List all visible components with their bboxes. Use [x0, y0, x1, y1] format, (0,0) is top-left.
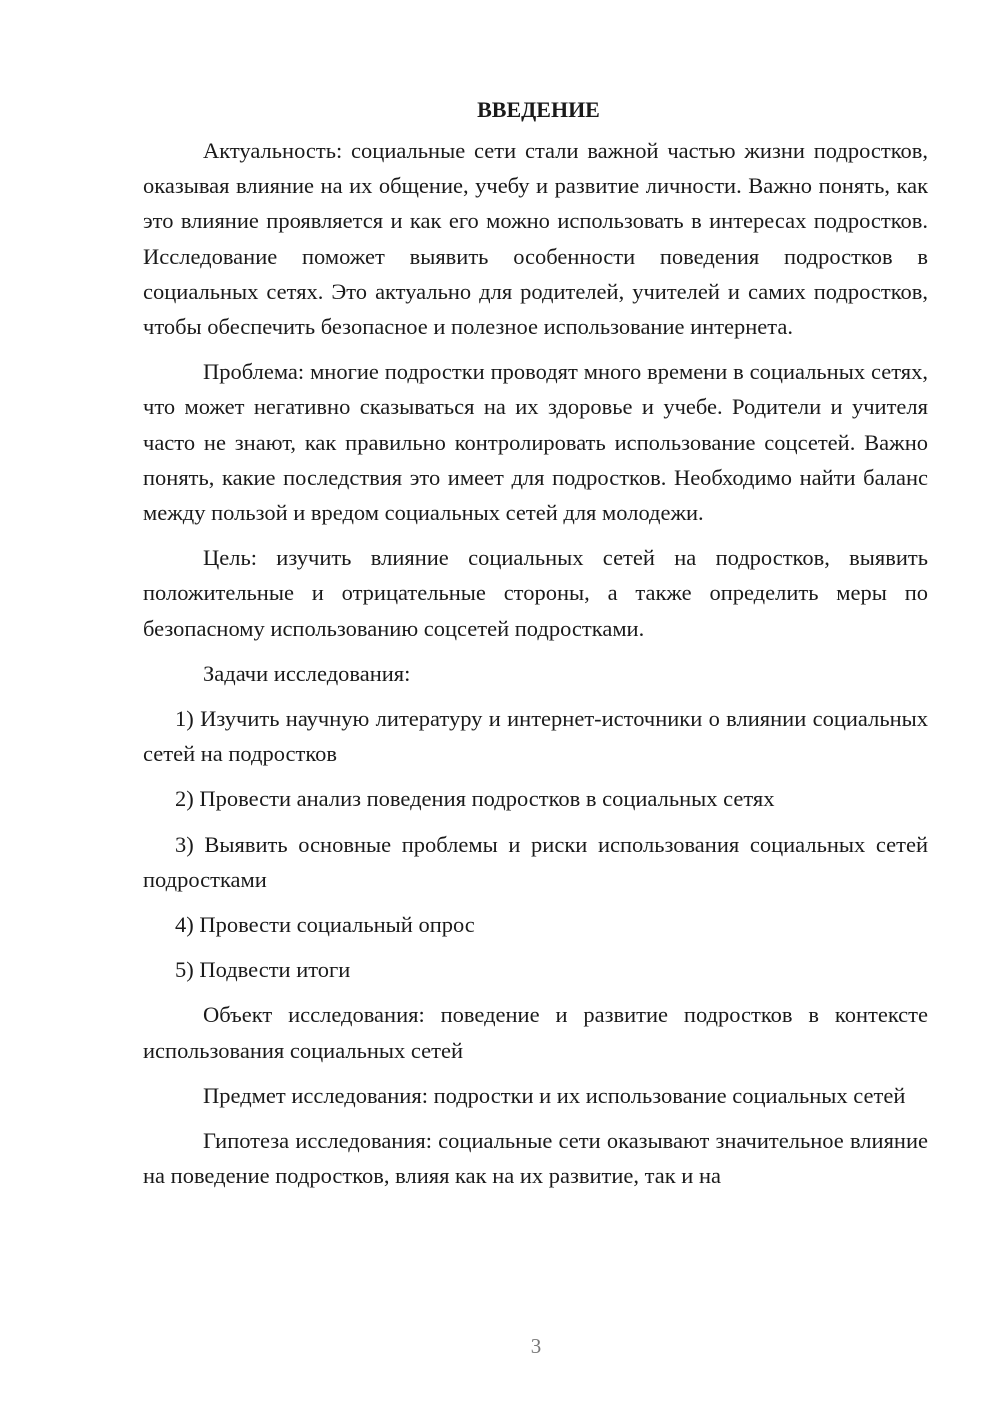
paragraph-tasks-intro: Задачи исследования: — [203, 660, 411, 686]
tasks-list — [143, 701, 928, 987]
paragraph-object: Объект исследования: поведение и развитие подростков в контексте использования социальных сетей — [143, 1002, 928, 1063]
page-number: 3 — [530, 1334, 542, 1358]
list-item: 1) Изучить научную литературу и интернет-источники о влиянии социальных сетей на подростков — [143, 706, 928, 767]
paragraph-goal: Цель: изучить влияние социальных сетей на подростков, выявить положительные и отрицательные стороны, а также определить меры по безопасному использованию соцсетей подростками. — [143, 545, 928, 641]
list-item: 4) Провести социальный опрос — [175, 912, 475, 938]
paragraph-subject: Предмет исследования: подростки и их использование социальных сетей — [203, 1082, 906, 1108]
paragraph-relevance: Актуальность: социальные сети стали важной частью жизни подростков, оказывая влияние на их общение, учебу и развитие личности. Важно понять, как это влияние проявляется и как его можно использовать в интересах подростков. Исследование поможет выявить особенности поведения подростков в социальных сетях. Это актуально для родителей, учителей и самих подростков, чтобы обеспечить безопасное и полезное использование интернета. — [143, 138, 928, 340]
list-item: 5) Подвести итоги — [175, 957, 351, 983]
paragraph-problem: Проблема: многие подростки проводят много времени в социальных сетях, что может негативно сказываться на их здоровье и учебе. Родители и учителя часто не знают, как правильно контролировать использование соцсетей. Важно понять, какие последствия это имеет для подростков. Необходимо найти баланс между пользой и вредом социальных сетей для молодежи. — [143, 359, 928, 526]
list-item: 2) Провести анализ поведения подростков в социальных сетях — [175, 786, 775, 812]
document-page — [143, 92, 928, 1193]
paragraph-hypothesis: Гипотеза исследования: социальные сети оказывают значительное влияние на поведение подростков, влияя как на их развитие, так и на — [143, 1128, 928, 1189]
list-item: 3) Выявить основные проблемы и риски использования социальных сетей подростками — [143, 831, 928, 892]
section-heading: ВВЕДЕНИЕ — [477, 97, 600, 122]
